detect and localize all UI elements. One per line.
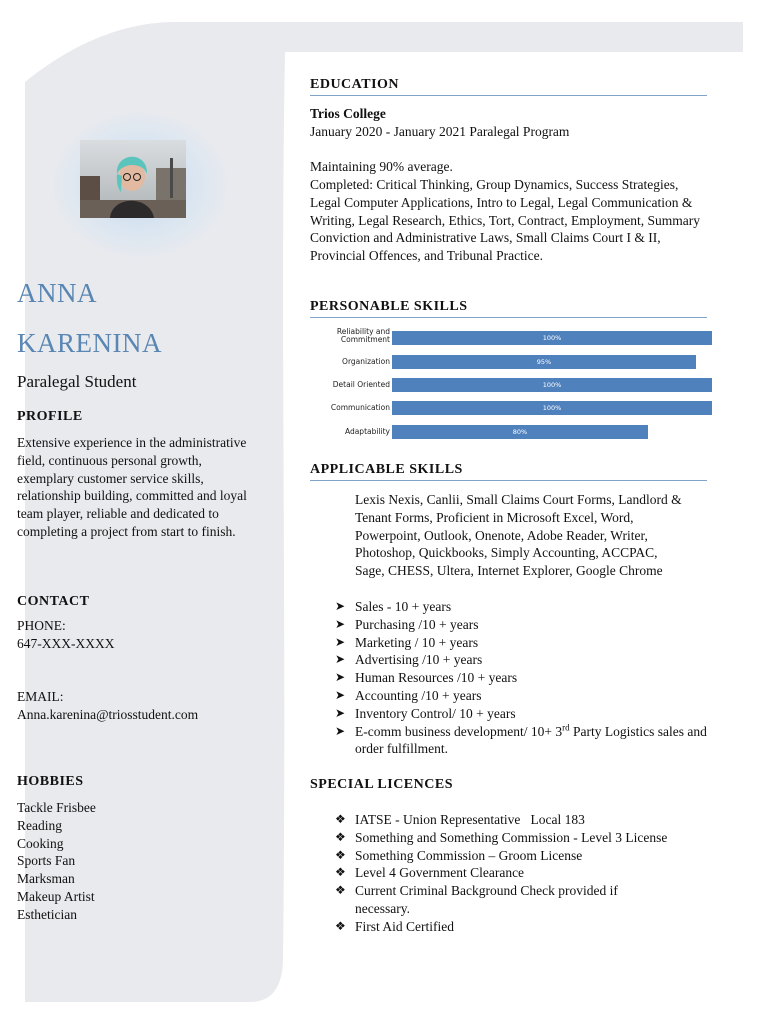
hobbies-heading: HOBBIES: [17, 774, 84, 789]
skill-value-label: 100%: [542, 404, 562, 412]
profile-photo: [80, 140, 186, 218]
arrow-bullet-icon: ➤: [335, 652, 346, 667]
arrow-bullet-icon: ➤: [335, 616, 346, 631]
hobby-item: Reading: [17, 817, 62, 833]
skill-bar: [392, 401, 712, 415]
list-item: ❖ Something Commission – Groom License: [335, 847, 583, 863]
list-item: ❖ IATSE - Union Representative Local 183: [335, 812, 585, 827]
education-dates: January 2020 - January 2021 Paralegal Program: [310, 124, 570, 139]
list-item: ❖ Current Criminal Background Check provided if necessary.: [335, 883, 618, 916]
contact-heading: CONTACT: [17, 594, 90, 609]
email-value: Anna.karenina@triosstudent.com: [17, 707, 199, 722]
list-item: ➤ Accounting /10 + years: [335, 687, 482, 703]
hobby-item: Cooking: [17, 835, 64, 851]
diamond-bullet-icon: ❖: [335, 812, 346, 826]
skill-bar: [392, 378, 712, 392]
skill-row: [310, 327, 712, 345]
skill-row: [310, 355, 712, 369]
arrow-bullet-icon: ➤: [335, 705, 346, 720]
diamond-bullet-icon: ❖: [335, 918, 346, 933]
skill-bar: [392, 331, 712, 345]
arrow-bullet-icon: ➤: [335, 687, 346, 702]
applicable-skills-heading: APPLICABLE SKILLS: [310, 462, 707, 481]
arrow-bullet-icon: ➤: [335, 599, 346, 613]
last-name: KARENINA: [17, 328, 162, 358]
skill-label: Reliability and Commitment: [336, 327, 390, 344]
skill-value-label: 100%: [542, 381, 562, 389]
skill-row: [310, 378, 712, 392]
hobby-item: Esthetician: [17, 906, 77, 922]
hobby-item: Marksman: [17, 871, 75, 887]
skill-value-label: 100%: [542, 334, 562, 342]
skill-bar: [392, 425, 648, 439]
list-item: ➤ Purchasing /10 + years: [335, 616, 479, 632]
skill-label: Organization: [342, 357, 390, 366]
list-item: ➤ E-comm business development/ 10+ 3rd Party Logistics sales and order fulfillment.: [335, 722, 707, 757]
experience-list: [330, 598, 710, 758]
hobby-item: Tackle Frisbee: [17, 800, 96, 815]
list-item: ➤ Advertising /10 + years: [335, 652, 483, 668]
hobby-item: Makeup Artist: [17, 888, 95, 904]
list-item: ➤ Sales - 10 + years: [335, 599, 452, 614]
profile-text: Extensive experience in the administrative field, continuous personal growth, exemplary customer service skills, relationship building, committed and loyal team player, reliable and dedicated to completing a project from start to finish.: [17, 435, 247, 539]
software-skills: Lexis Nexis, Canlii, Small Claims Court Forms, Landlord & Tenant Forms, Proficient in Microsoft Excel, Word, Powerpoint, Outlook, Onenote, Adobe Reader, Writer, Photoshop, Quickbooks, Simply Accounting, ACCPAC, Sage, CHESS, Ultera, Internet Explorer, Google Chrome: [355, 492, 682, 579]
diamond-bullet-icon: ❖: [335, 865, 346, 880]
diamond-bullet-icon: ❖: [335, 847, 346, 862]
personable-skills-heading: PERSONABLE SKILLS: [310, 299, 707, 318]
list-item: ➤ Human Resources /10 + years: [335, 670, 518, 686]
job-title: Paralegal Student: [17, 372, 137, 391]
list-item: ❖ Level 4 Government Clearance: [335, 865, 525, 881]
phone-label: PHONE:: [17, 618, 66, 633]
skill-row: [310, 401, 712, 415]
diamond-bullet-icon: ❖: [335, 883, 346, 898]
profile-heading: PROFILE: [17, 409, 83, 424]
first-name: ANNA: [17, 278, 97, 308]
licences-list: [330, 811, 670, 936]
skill-label: Communication: [330, 403, 390, 412]
diamond-bullet-icon: ❖: [335, 829, 346, 844]
list-item: ➤ Marketing / 10 + years: [335, 634, 479, 650]
list-item: ❖ Something and Something Commission - Level 3 License: [335, 829, 668, 845]
skill-value-label: 95%: [536, 358, 552, 366]
education-heading: EDUCATION: [310, 77, 707, 96]
phone-value: 647-XXX-XXXX: [17, 636, 115, 651]
arrow-bullet-icon: ➤: [335, 723, 346, 738]
list-item: ❖ First Aid Certified: [335, 918, 454, 934]
skill-row: [310, 425, 712, 439]
arrow-bullet-icon: ➤: [335, 634, 346, 649]
skill-bar: [392, 355, 696, 369]
skill-value-label: 80%: [512, 428, 528, 436]
arrow-bullet-icon: ➤: [335, 670, 346, 685]
list-item: ➤ Inventory Control/ 10 + years: [335, 705, 516, 721]
school-name: Trios College: [310, 106, 386, 121]
email-label: EMAIL:: [17, 689, 64, 704]
education-average: Maintaining 90% average.: [310, 159, 453, 174]
licences-heading: SPECIAL LICENCES: [310, 777, 453, 792]
hobbies-list: [17, 799, 257, 924]
skill-label: Detail Oriented: [332, 380, 390, 389]
education-courses: Completed: Critical Thinking, Group Dynamics, Success Strategies, Legal Computer Applications, Intro to Legal, Legal Communication & Writing, Legal Research, Ethics, Tort, Contract, Employment, Summary Conviction and Administrative Laws, Small Claims Court I & II, Provincial Offences, and Tribunal Practice.: [310, 177, 701, 264]
hobby-item: Sports Fan: [17, 853, 76, 869]
skill-label: Adaptability: [344, 427, 390, 436]
